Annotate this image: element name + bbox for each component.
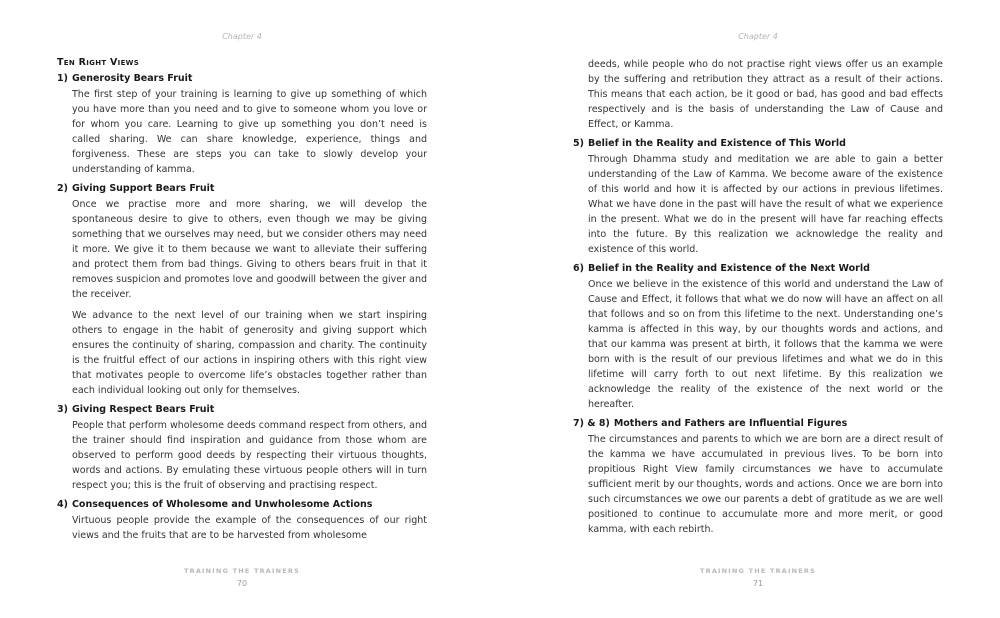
paragraph: Through Dhamma study and meditation we are able to gain a better understanding of the Law of Kamma. We become aware of the existence of this world and how it is affected by our actions in previous lifetimes. What we have done in the past will have the result of what we experience in the present. What we do in the present will have far reaching effects into the future. By this realization we acknowledge the reality and existence of this world. <box>588 154 943 255</box>
item-title: Consequences of Wholesome and Unwholesome Actions <box>71 499 373 510</box>
footer-book-title: TRAINING THE TRAINERS <box>699 567 817 575</box>
paragraph: Virtuous people provide the example of the consequences of our right views and the fruits that are to be harvested from wholesome <box>72 515 427 541</box>
item-heading <box>573 138 943 149</box>
continuation-paragraph: deeds, while people who do not practise right views offer us an example by the suffering and retribution they attract as a result of their actions. This means that each action, be it good or bad, has good and bad effects respectively and is the basis of understanding the Law of Cause and Effect, or Kamma. <box>588 59 943 130</box>
item-number: 6) <box>573 263 584 274</box>
right-page <box>573 0 943 618</box>
footer-right <box>573 567 943 588</box>
paragraph: Once we practise more and more sharing, we will develop the spontaneous desire to give to others, even though we may be giving something that we ourselves may need, but we consider others may need it more. We give it to them because we want to alleviate their suffering and protect them from bad things. Giving to others bears fruit in that it removes suspicion and promotes love and goodwill between the giver and the receiver. <box>72 199 427 300</box>
left-page-body <box>57 57 427 549</box>
item-heading <box>57 499 427 510</box>
item-title: Belief in the Reality and Existence of the Next World <box>587 263 870 274</box>
item-number: 3) <box>57 404 68 415</box>
section-title: Ten Right Views <box>57 57 140 68</box>
item-title: Generosity Bears Fruit <box>71 73 193 84</box>
chapter-header-left: Chapter 4 <box>222 32 262 41</box>
item-number: 7) & 8) <box>573 418 610 429</box>
item-number: 1) <box>57 73 68 84</box>
paragraph: People that perform wholesome deeds command respect from others, and the trainer should find inspiration and guidance from those whom are observed to perform good deeds by respecting their virtuous thoughts, words and actions. By emulating these virtuous people others will in turn respect you; this is the fruit of observing and practising respect. <box>72 420 427 491</box>
left-page <box>57 0 427 618</box>
item-title: Giving Respect Bears Fruit <box>71 404 215 415</box>
footer-left <box>57 567 427 588</box>
item-heading <box>57 73 427 84</box>
item-heading <box>573 263 943 274</box>
right-page-body <box>573 57 943 543</box>
chapter-header-right: Chapter 4 <box>738 32 778 41</box>
item-number: 5) <box>573 138 584 149</box>
item-title: Mothers and Fathers are Influential Figures <box>613 418 848 429</box>
footer-book-title: TRAINING THE TRAINERS <box>183 567 301 575</box>
item-title: Belief in the Reality and Existence of This World <box>587 138 846 149</box>
paragraph: Once we believe in the existence of this world and understand the Law of Cause and Effect, it follows that what we do now will have an affect on all that follows and so on from this lifetime to the next. Understanding one’s kamma is affected in this way, by our thoughts words and actions, and that our kamma was present at birth, it follows that the kamma we were born with is the result of our previous lifetimes and what we do in this lifetime will carry forth to out next lifetime. By this realization we acknowledge the reality of the existence of the next world or the hereafter. <box>588 279 943 410</box>
item-number: 4) <box>57 499 68 510</box>
paragraph: The first step of your training is learning to give up something of which you have more than you need and to give to someone whom you love or for whom you care. Learning to give up something you don’t need is called sharing. We can share knowledge, experience, things and forgiveness. These are steps you can take to slowly develop your understanding of kamma. <box>72 89 427 175</box>
item-heading <box>57 183 427 194</box>
paragraph: The circumstances and parents to which we are born are a direct result of the kamma we have accumulated in previous lives. To be born into propitious Right View family circumstances we have to accumulate sufficient merit by our thoughts, words and actions. Once we are born into such circumstances we owe our parents a debt of gratitude as we are well positioned to continue to accumulate more and more merit, or good kamma, with each rebirth. <box>588 434 943 535</box>
item-title: Giving Support Bears Fruit <box>71 183 215 194</box>
item-number: 2) <box>57 183 68 194</box>
item-heading <box>573 418 943 429</box>
page-number: 71 <box>752 579 764 588</box>
paragraph: We advance to the next level of our training when we start inspiring others to engage in the habit of generosity and giving support which ensures the continuity of sharing, compassion and charity. The continuity is the fruitful effect of our actions in inspiring others with this right view that motivates people to overcome life’s obstacles together rather than each individual looking out only for themselves. <box>72 310 427 396</box>
page-number: 70 <box>236 579 248 588</box>
item-heading <box>57 404 427 415</box>
